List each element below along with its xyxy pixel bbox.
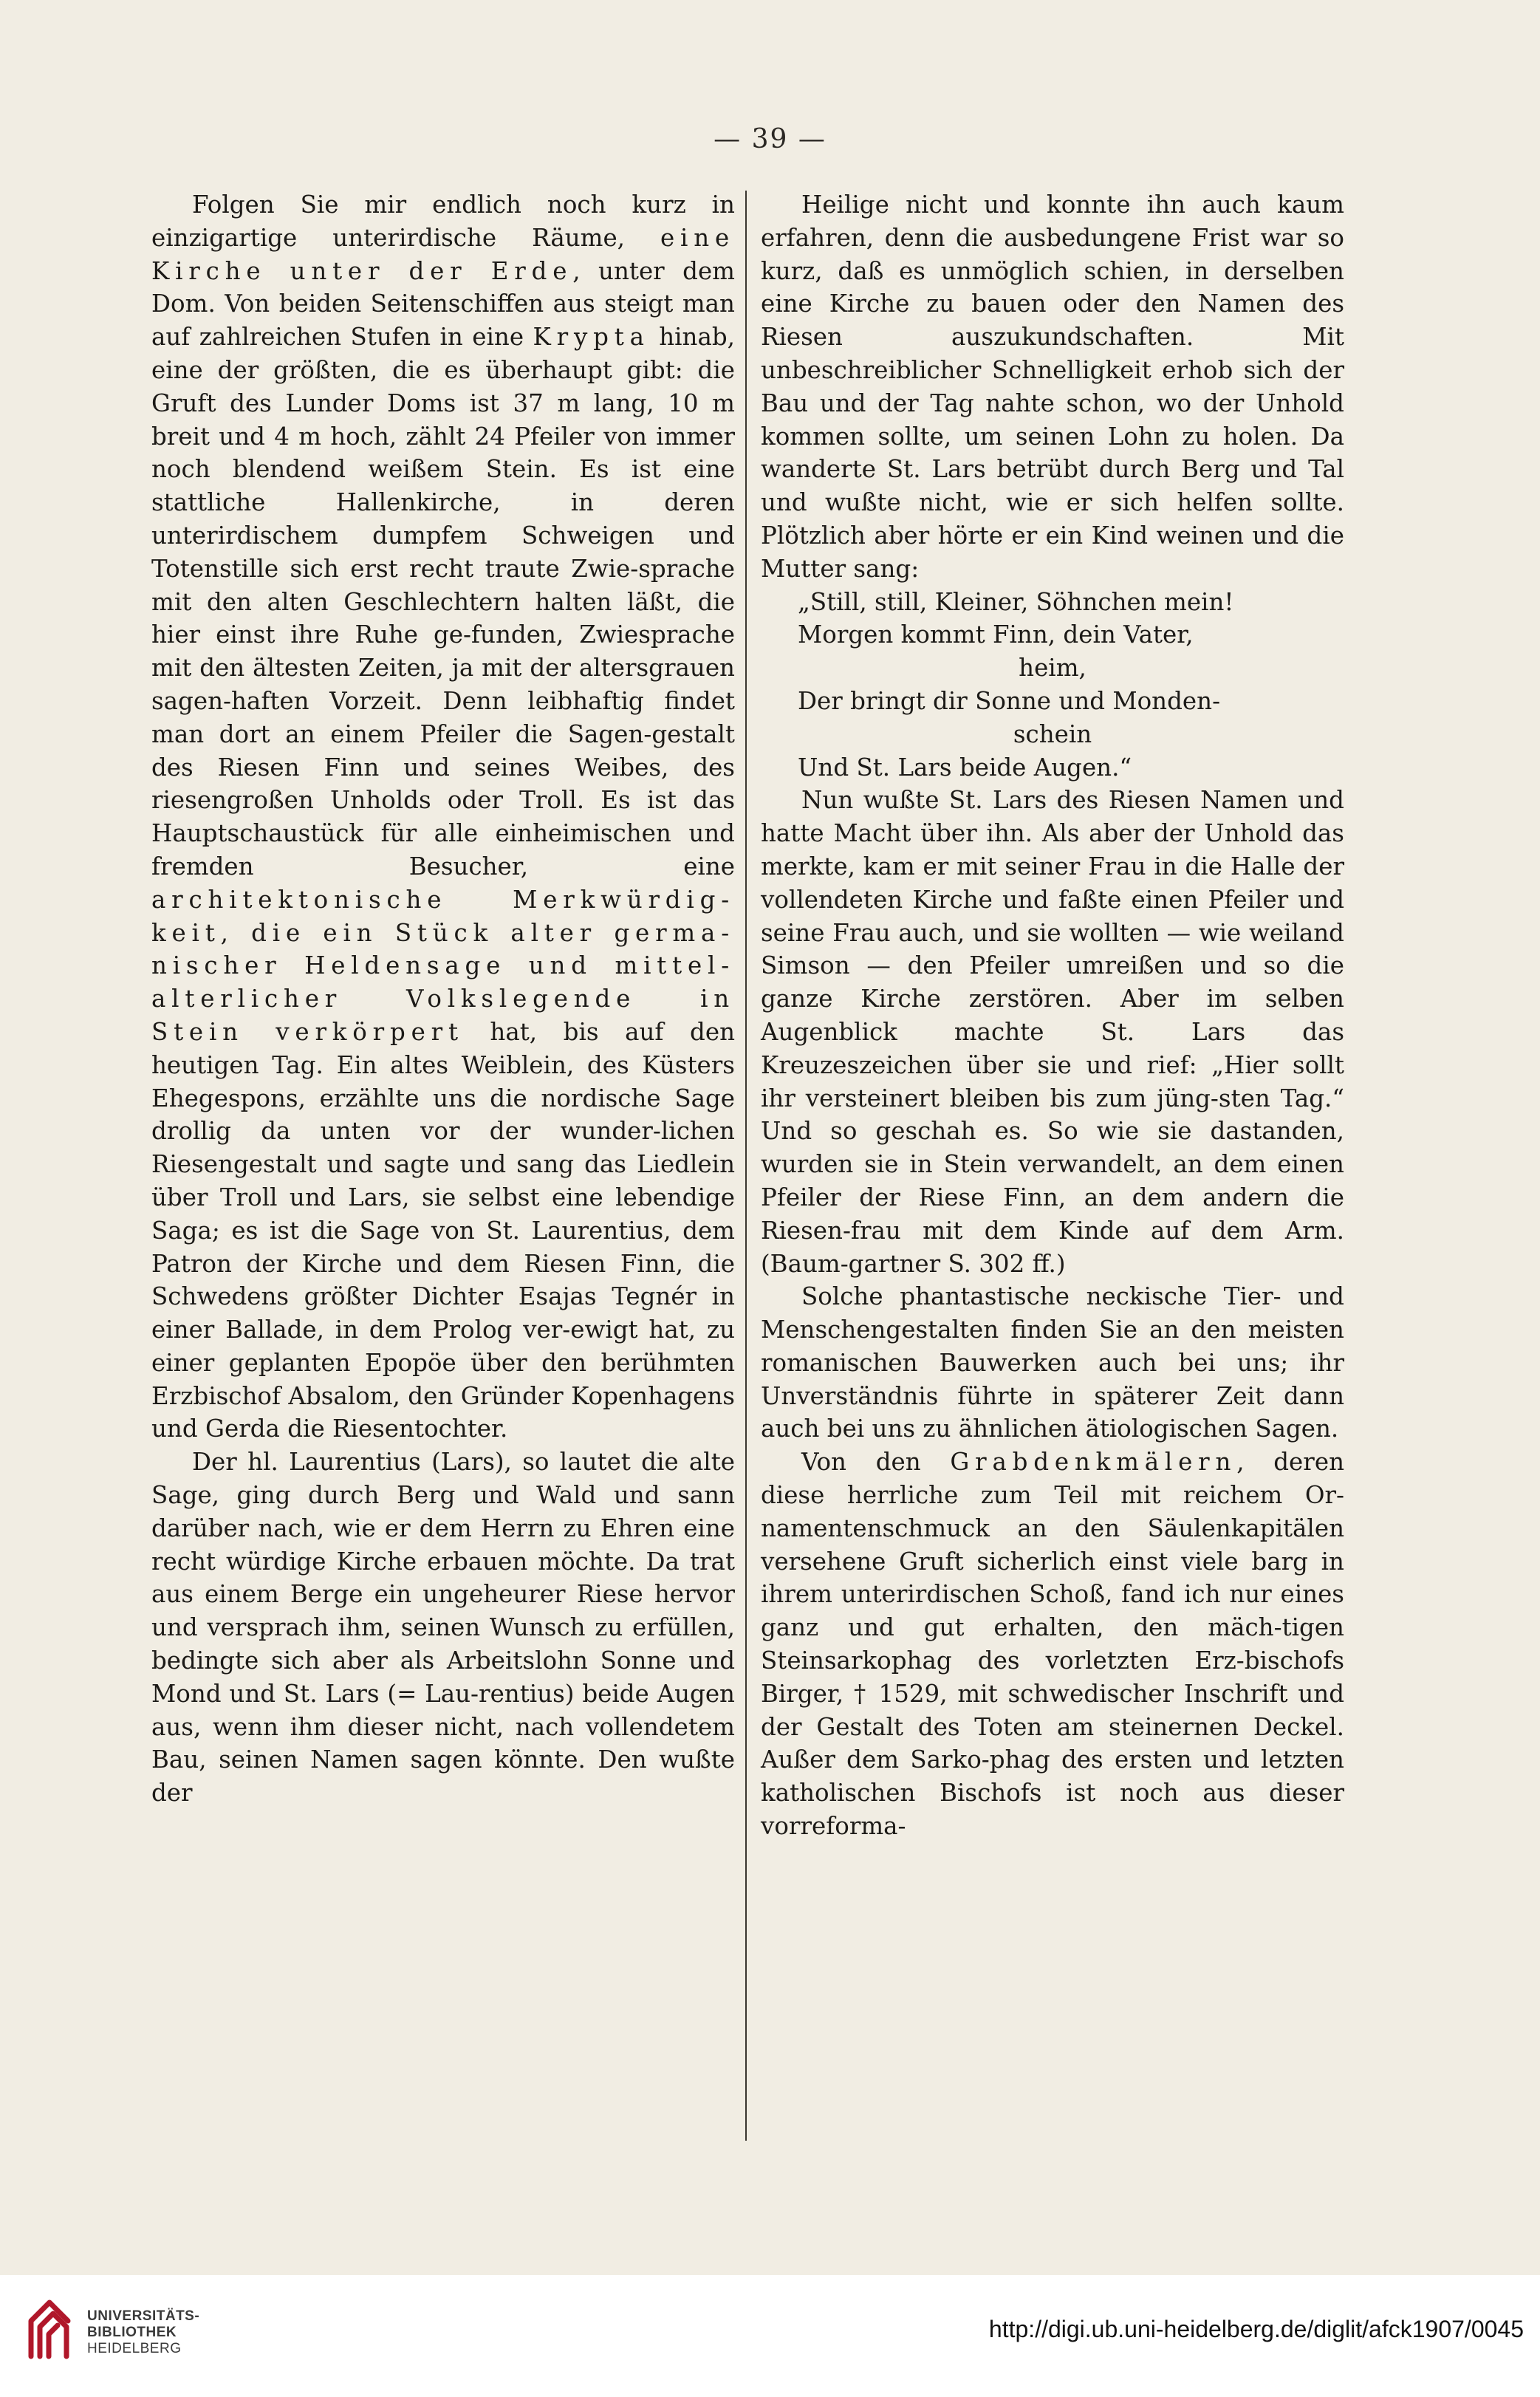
lullaby-verse <box>761 586 1344 784</box>
text-run: hinab, eine der größten, die es überhaupt gibt: die Gruft des Lunder Doms ist 37 m lang, 10 m breit und 4 m hoch, zählt 24 Pfeiler von immer noch blendend weißem Stein. Es ist eine stattliche Hallenkirche, in deren unterirdischem dumpfem Schweigen und Totenstille sich erst recht traute Zwie-sprache mit den alten Geschlechtern halten läßt, die hier einst ihre Ruhe ge-funden, Zwiesprache mit den ältesten Zeiten, ja mit der altersgrauen sagen-haften Vorzeit. Denn leibhaftig findet man dort an einem Pfeiler die Sagen-gestalt des Riesen Finn und seines Weibes, des riesengroßen Unholds oder Troll. Es ist das Hauptschaustück für alle einheimischen und fremden Besucher, eine <box>151 323 735 881</box>
right-paragraph-1 <box>761 784 1344 1280</box>
text-run: , deren diese herrliche zum Teil mit reichem Or-namentenschmuck an den Säulenkapitälen versehene Gruft sicherlich einst viele barg in ihrem unterirdischen Schoß, fand ich nur eines ganz und gut erhalten, den mäch-tigen Steinsarkophag des vorletzten Erz-bischofs Birger, † 1529, mit schwedischer Inschrift und der Gestalt des Toten am steinernen Deckel. Außer dem Sarko-phag des ersten und letzten katholischen Bischofs ist noch aus dieser vorreforma- <box>761 1448 1344 1841</box>
library-name-line-1: UNIVERSITÄTS- <box>87 2308 200 2324</box>
right-paragraph-2 <box>761 1280 1344 1446</box>
verse-line: „Still, still, Kleiner, Söhnchen mein! <box>798 587 1234 616</box>
right-column <box>761 188 1344 1843</box>
text-run: Nun wußte St. Lars des Riesen Namen und hatte Macht über ihn. Als aber der Unhold das merkte, kam er mit seiner Frau in die Halle der vollendeten Kirche und faßte einen Pfeiler und seine Frau auch, und sie wollten — wie weiland Simson — den Pfeiler umreißen und so die ganze Kirche zerstören. Aber im selben Augenblick machte St. Lars das Kreuzeszeichen über sie und rief: „Hier sollt ihr versteinert bleiben bis zum jüng-sten Tag.“ Und so geschah es. So wie sie dastanden, wurden sie in Stein verwandelt, an dem einen Pfeiler der Riese Finn, an dem andern die Riesen-frau mit dem Kinde auf dem Arm. (Baum-gartner S. 302 ff.) <box>761 786 1344 1278</box>
spaced-emphasis: eine Kirche unter der Erde <box>151 223 735 285</box>
text-run: Von den <box>801 1448 951 1477</box>
text-run: Folgen Sie mir endlich noch kurz in einzigartige unterirdische Räume, <box>151 191 735 252</box>
spaced-emphasis: Krypta <box>533 323 650 352</box>
verse-line: heim, <box>1019 654 1086 683</box>
library-name-line-2: BIBLIOTHEK <box>87 2325 177 2340</box>
library-name <box>87 2308 199 2357</box>
right-intro-paragraph: Heilige nicht und konnte ihn auch kaum erfahren, denn die ausbedungene Frist war so kurz, daß es unmöglich schien, in derselben eine Kirche zu bauen oder den Namen des Riesen auszukundschaften. Mit unbeschreiblicher Schnelligkeit erhob sich der Bau und der Tag nahte schon, wo der Unhold kommen sollte, um seinen Lohn zu holen. Da wanderte St. Lars betrübt durch Berg und Tal und wußte nicht, wie er sich helfen sollte. Plötzlich aber hörte er ein Kind weinen und die Mutter sang: <box>761 191 1344 583</box>
right-paragraph-3 <box>761 1446 1344 1843</box>
library-name-line-3: HEIDELBERG <box>87 2341 182 2356</box>
verse-line: schein <box>1013 719 1092 748</box>
verse-line: Morgen kommt Finn, dein Vater, <box>798 620 1194 649</box>
text-run: hat, bis auf den heutigen Tag. Ein altes Weiblein, des Küsters Ehegespons, erzählte uns die nordische Sage drollig da unten vor der wunder-lichen Riesengestalt und sagte und sang das Liedlein über Troll und Lars, sie selbst eine lebendige Saga; es ist die Sage von St. Laurentius, dem Patron der Kirche und dem Riesen Finn, die Schwedens größter Dichter Esajas Tegnér in einer Ballade, in dem Prolog ver-ewigt hat, zu einer geplanten Epopöe über den berühmten Erzbischof Absalom, den Gründer Kopenhagens und Gerda die Riesentochter. <box>151 1017 735 1443</box>
left-paragraph-2 <box>151 1446 735 1810</box>
column-divider <box>745 191 747 2141</box>
left-column <box>151 188 735 1810</box>
spaced-emphasis: Grabdenkmälern <box>950 1448 1237 1477</box>
right-paragraphs <box>761 784 1344 1843</box>
verse-line: Der bringt dir Sonne und Monden- <box>798 686 1221 715</box>
page-number: — 39 — <box>713 124 827 154</box>
footer-bar <box>0 2275 1540 2397</box>
ub-heidelberg-logo-icon <box>16 2291 83 2365</box>
text-run: , unter dem Dom. Von beiden Seitenschiffen aus steigt man auf zahlreichen Stufen in eine <box>151 256 735 352</box>
spaced-emphasis: architektonische Merkwürdig-keit, die ein Stück alter germa-nischer Heldensage und mittel-alterlicher Volkslegende in Stein verkörpert <box>151 885 735 1046</box>
text-run: Solche phantastische neckische Tier- und Menschengestalten finden Sie an den meisten romanischen Bauwerken auch bei uns; ihr Unverständnis führte in späterer Zeit dann auch bei uns zu ähnlichen ätiologischen Sagen. <box>761 1282 1344 1443</box>
verse-line: Und St. Lars beide Augen.“ <box>798 753 1132 782</box>
text-run: Der hl. Laurentius (Lars), so lautet die alte Sage, ging durch Berg und Wald und sann darüber nach, wie er dem Herrn zu Ehren eine recht würdige Kirche erbauen möchte. Da trat aus einem Berge ein ungeheurer Riese hervor und versprach ihm, seinen Wunsch zu erfüllen, bedingte sich aber als Arbeitslohn Sonne und Mond und St. Lars (= Lau-rentius) beide Augen aus, wenn ihm dieser nicht, nach vollendetem Bau, seinen Namen sagen könnte. Den wußte der <box>151 1448 735 1808</box>
left-paragraph-1 <box>151 188 735 1446</box>
source-url[interactable]: http://digi.ub.uni-heidelberg.de/diglit/afck1907/0045 <box>988 2316 1524 2342</box>
